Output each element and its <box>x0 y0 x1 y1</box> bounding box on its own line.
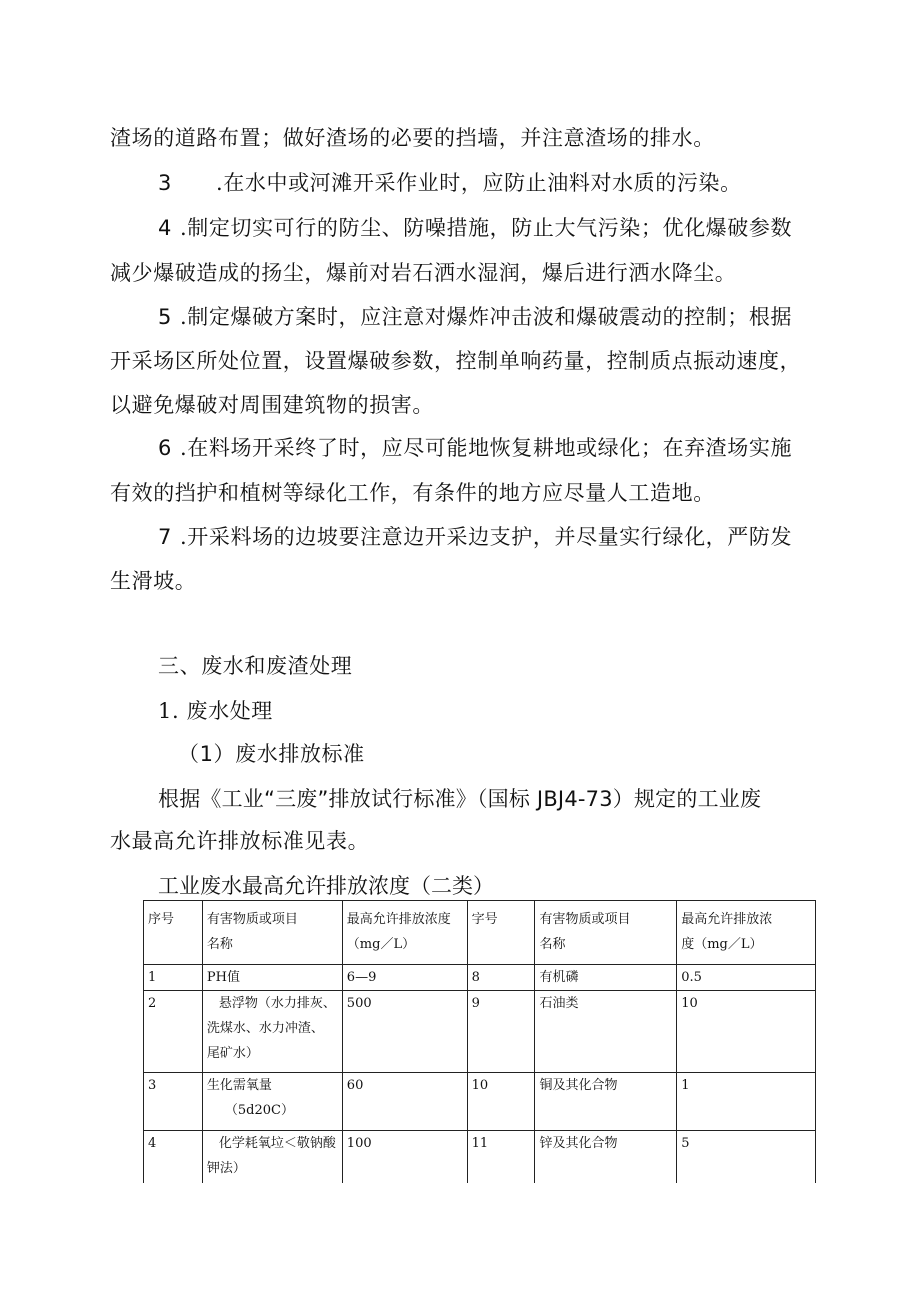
list-text: .在水中或河滩开采作业时，应防止油料对水质的污染。 <box>216 171 742 195</box>
table-cell: 10 <box>467 1073 535 1131</box>
table-cell: 悬浮物（水力排灰、 洗煤水、水力冲渣、 尾矿水） <box>202 991 342 1073</box>
table-row <box>144 1131 816 1185</box>
subsubsection-heading: （1）废水排放标准 <box>178 742 365 766</box>
table-cell: 60 <box>342 1073 467 1131</box>
table-cell: 化学耗氧垃＜敬钠酸 钾法） <box>202 1131 342 1185</box>
table-cell: 8 <box>467 965 535 991</box>
table-cell: 2 <box>144 991 203 1073</box>
table-cell: 有机磷 <box>535 965 677 991</box>
table-cell: 3 <box>144 1073 203 1131</box>
table-cell: 4 <box>144 1131 203 1185</box>
emission-table <box>143 900 816 1185</box>
list-text: .开采料场的边坡要注意边开采边支护，并尽量实行绿化，严防发 <box>180 525 793 549</box>
list-number: 6 <box>158 436 172 460</box>
header-cell: 序号 <box>144 901 203 965</box>
list-item-7 <box>158 521 792 551</box>
table-cell: 100 <box>342 1131 467 1185</box>
table-cell: 1 <box>144 965 203 991</box>
table-cell: 9 <box>467 991 535 1073</box>
table-cell: 6—9 <box>342 965 467 991</box>
table-cell: 石油类 <box>535 991 677 1073</box>
table-cell: PH值 <box>202 965 342 991</box>
list-number: 5 <box>158 305 172 329</box>
paragraph-line: 渣场的道路布置；做好渣场的必要的挡墙，并注意渣场的排水。 <box>110 126 715 150</box>
table-row <box>144 991 816 1073</box>
table-cell: 锌及其化合物 <box>535 1131 677 1185</box>
section-heading: 三、废水和废渣处理 <box>158 654 353 678</box>
paragraph-line: 减少爆破造成的扬尘，爆前对岩石洒水湿润，爆后进行洒水降尘。 <box>110 261 737 285</box>
header-cell: 有害物质或项目 名称 <box>535 901 677 965</box>
intro-paragraph-line: 根据《工业“三废”排放试行标准》（国标 JBJ4-73）规定的工业废 <box>158 787 762 811</box>
paragraph-line: 有效的挡护和植树等绿化工作，有条件的地方应尽量人工造地。 <box>110 481 715 505</box>
table-cell: 500 <box>342 991 467 1073</box>
list-number: 4 <box>158 216 172 240</box>
header-cell: 字号 <box>467 901 535 965</box>
table-cell: 1 <box>677 1073 816 1131</box>
subsection-heading: 1. 废水处理 <box>158 699 273 723</box>
table-cell: 10 <box>677 991 816 1073</box>
table-cell: 生化需氧量 （5d20C） <box>202 1073 342 1131</box>
table-row <box>144 965 816 991</box>
list-item-3 <box>158 167 742 197</box>
list-text: .制定爆破方案时，应注意对爆炸冲击波和爆破震动的控制；根据 <box>180 305 793 329</box>
table-cell: 5 <box>677 1131 816 1185</box>
list-number: 3 <box>158 171 172 195</box>
table-row <box>144 1073 816 1131</box>
list-text: .在料场开采终了时，应尽可能地恢复耕地或绿化；在弃渣场实施 <box>180 436 793 460</box>
intro-paragraph-line: 水最高允许排放标准见表。 <box>110 829 370 853</box>
list-item-5 <box>158 301 792 331</box>
header-cell: 有害物质或项目 名称 <box>202 901 342 965</box>
table-cell: 0.5 <box>677 965 816 991</box>
table-caption: 工业废水最高允许排放浓度（二类） <box>158 874 494 898</box>
list-item-4 <box>158 212 792 242</box>
paragraph-line: 开采场区所处位置，设置爆破参数，控制单响药量，控制质点振动速度， <box>110 349 802 373</box>
paragraph-line: 生滑坡。 <box>110 569 197 593</box>
header-cell: 最高允许排放浓度 （mg／L） <box>342 901 467 965</box>
header-cell: 最高允许排放浓 度（mg／L） <box>677 901 816 965</box>
list-text: .制定切实可行的防尘、防噪措施，防止大气污染；优化爆破参数 <box>180 216 793 240</box>
table-cell: 11 <box>467 1131 535 1185</box>
paragraph-line: 以避免爆破对周围建筑物的损害。 <box>110 393 434 417</box>
table-cell: 铜及其化合物 <box>535 1073 677 1131</box>
table-header-row <box>144 901 816 965</box>
list-item-6 <box>158 432 792 462</box>
page-bottom-margin <box>143 1183 823 1303</box>
list-number: 7 <box>158 525 172 549</box>
